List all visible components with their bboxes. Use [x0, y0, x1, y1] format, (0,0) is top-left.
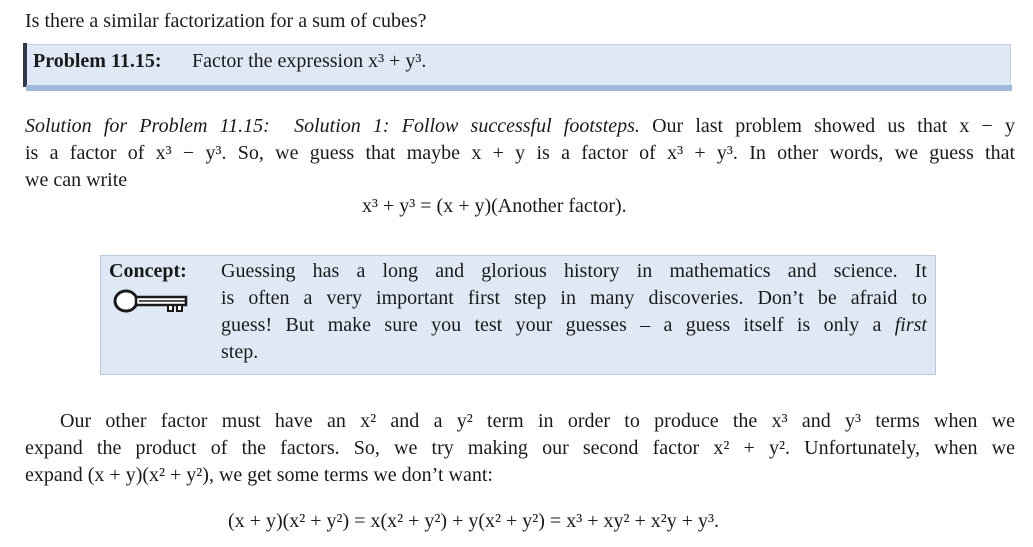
solution-text-1: Our last problem showed us that x − y: [652, 115, 1015, 137]
paragraph-2-line-2: expand the product of the factors. So, we try making our second factor x² + y². Unfortunately, when we: [25, 437, 1015, 459]
paragraph-2: [25, 408, 1015, 489]
equation-2: (x + y)(x² + y²) = x(x² + y²) + y(x² + y²) = x³ + xy² + x²y + y³.: [228, 510, 720, 532]
concept-line-2: is often a very important first step in many discoveries. Don’t be afraid to: [221, 287, 927, 309]
intro-text: Is there a similar factorization for a sum of cubes?: [25, 10, 427, 32]
solution-subheading: Solution 1: Follow successful footsteps.: [294, 115, 640, 137]
problem-box: [25, 44, 1011, 86]
problem-text: Factor the expression x³ + y³.: [192, 50, 427, 72]
solution-line-3: we can write: [25, 169, 128, 191]
paragraph-2-line-1: Our other factor must have an x² and a y² term in order to produce the x³ and y³ terms when we: [60, 410, 1015, 432]
solution-paragraph: [25, 113, 1015, 194]
concept-line-4: step.: [221, 341, 259, 363]
concept-box: [100, 255, 936, 375]
paragraph-2-line-3: expand (x + y)(x² + y²), we get some terms we don’t want:: [25, 464, 493, 486]
problem-label: Problem 11.15:: [33, 50, 162, 72]
concept-line-1: Guessing has a long and glorious history in mathematics and science. It: [221, 260, 927, 282]
concept-line-3: [221, 312, 927, 339]
solution-line-2: is a factor of x³ − y³. So, we guess that maybe x + y is a factor of x³ + y³. In other words, we guess that: [25, 142, 1015, 164]
equation-1: x³ + y³ = (x + y)(Another factor).: [362, 195, 627, 217]
key-icon: [113, 289, 193, 313]
solution-heading: Solution for Problem 11.15:: [25, 115, 270, 137]
concept-emphasis: first: [894, 314, 927, 336]
solution-line-1: [25, 113, 1015, 140]
concept-label: Concept:: [109, 260, 187, 282]
concept-line-3-text: guess! But make sure you test your guesses – a guess itself is only a: [221, 314, 882, 336]
concept-text: [221, 258, 927, 366]
